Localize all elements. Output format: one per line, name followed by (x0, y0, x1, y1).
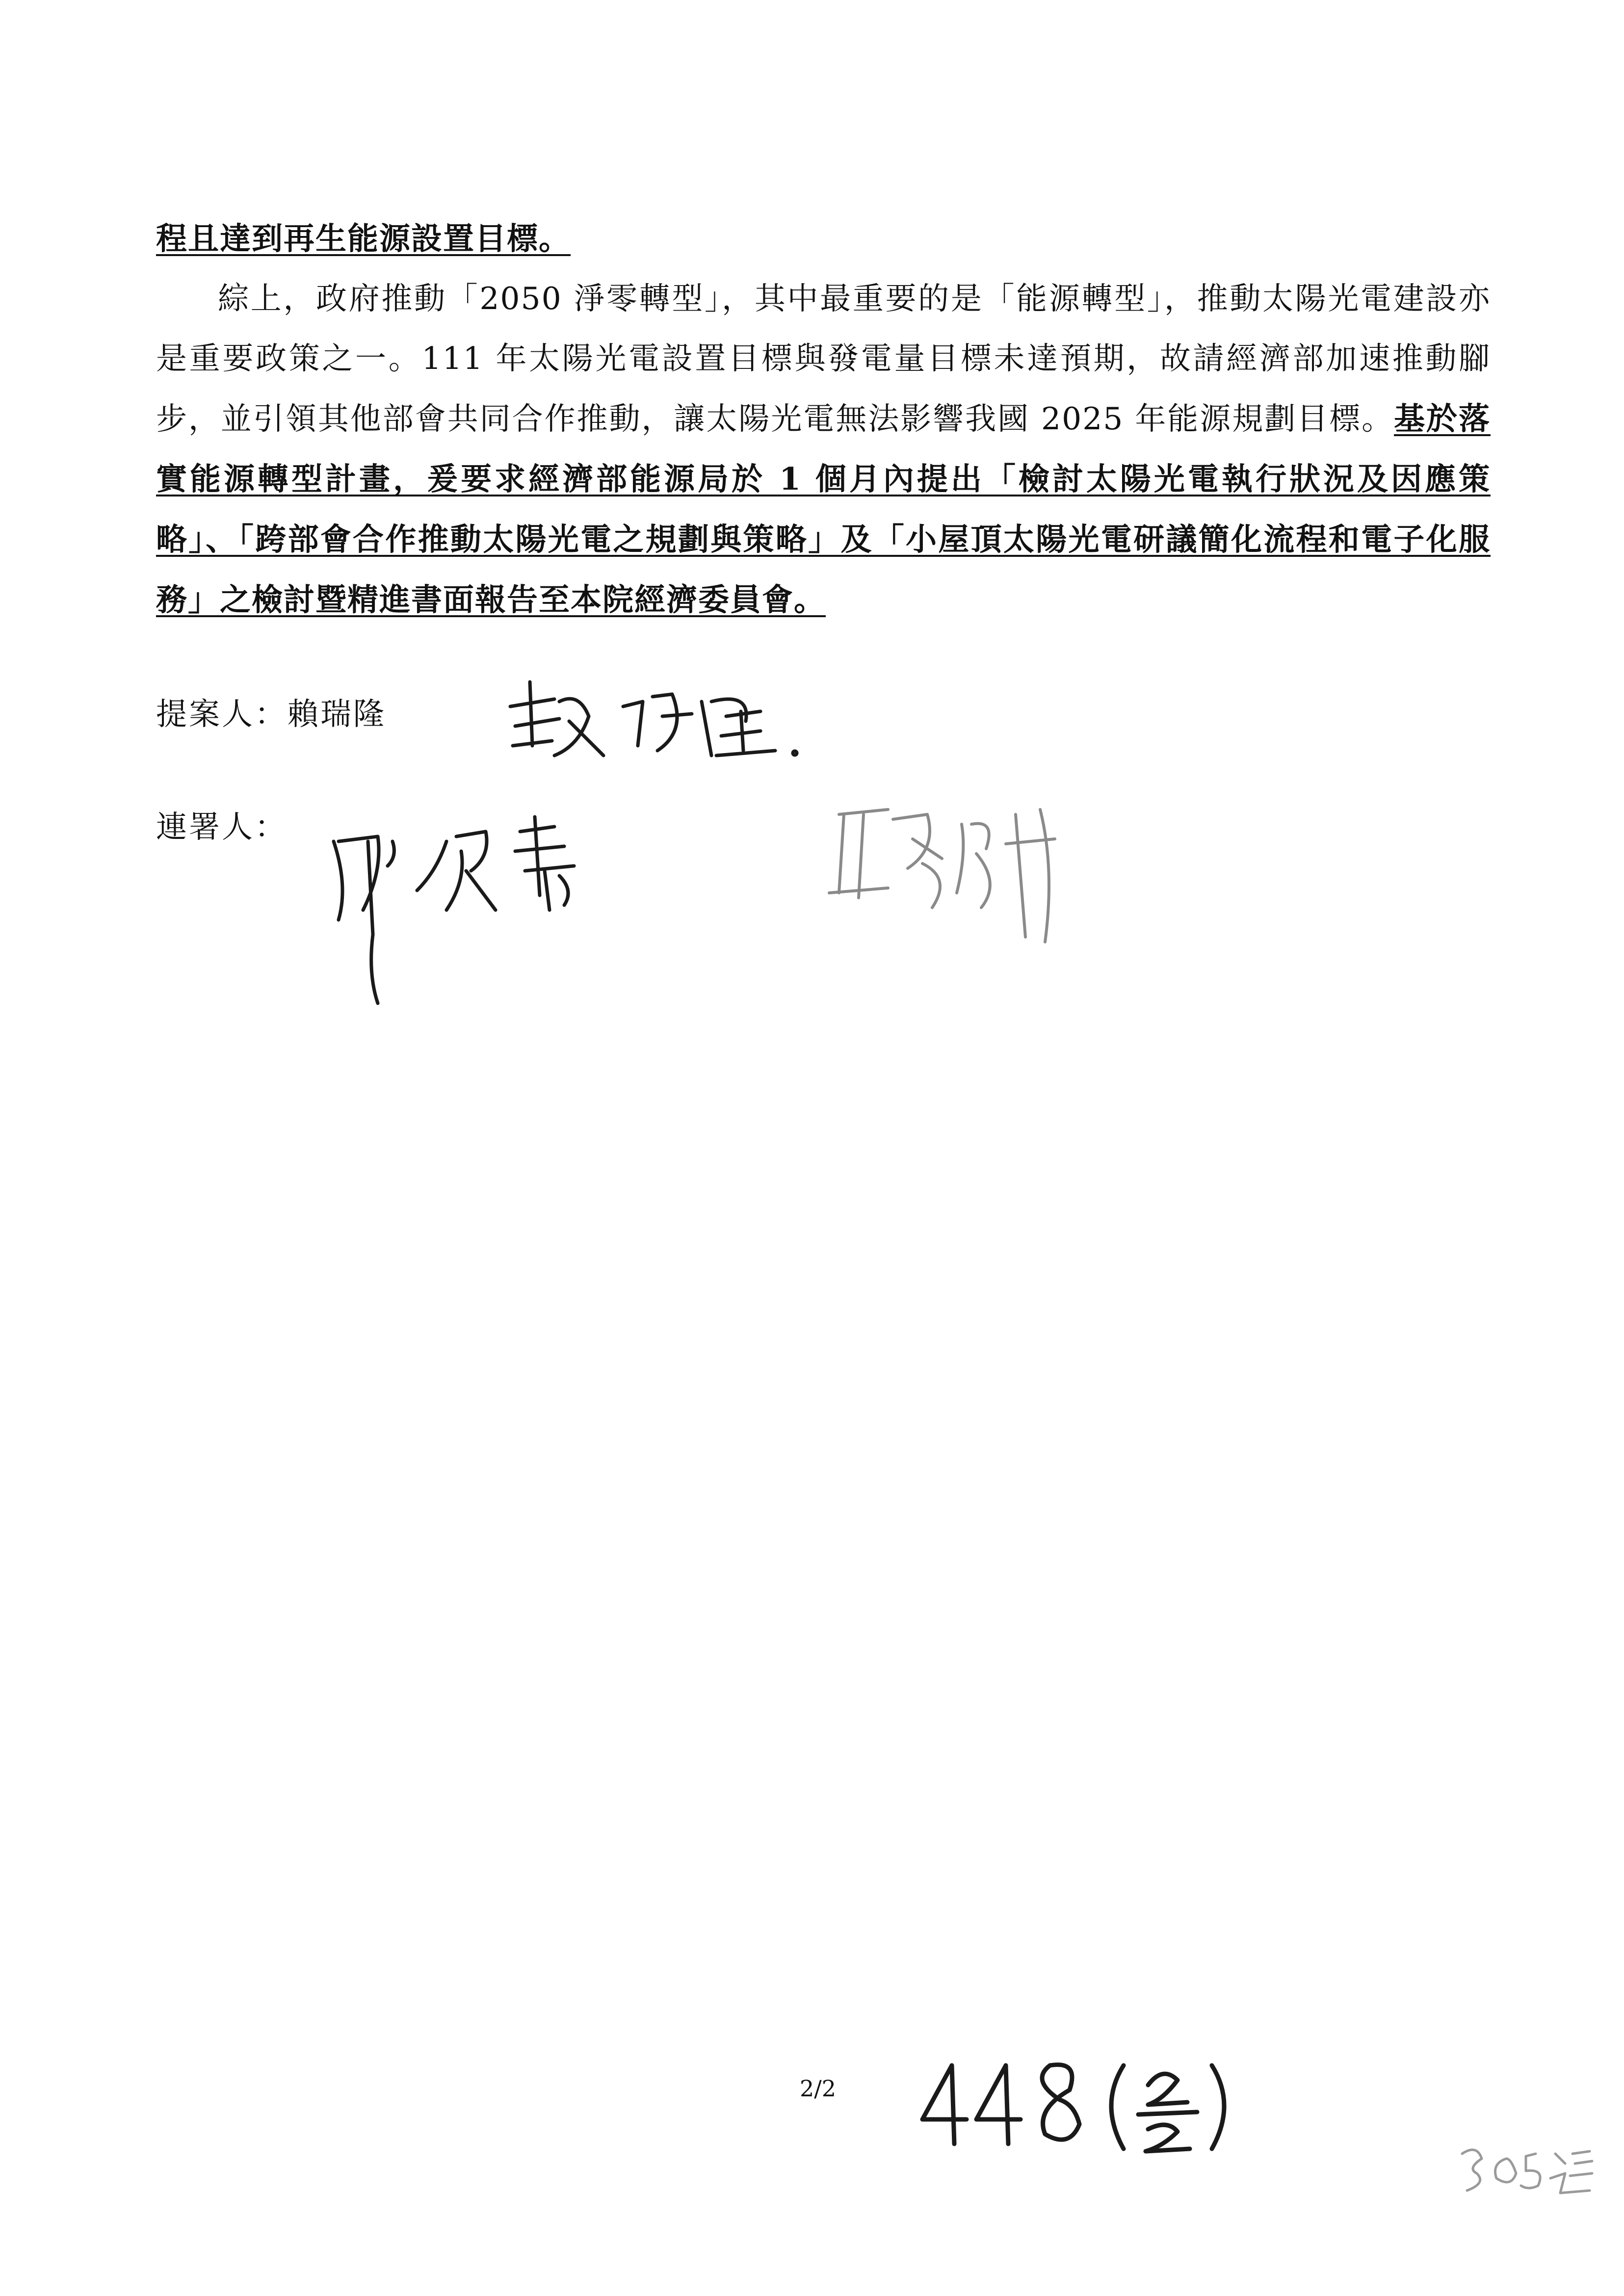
opening-line: 程且達到再生能源設置目標。 (156, 220, 571, 257)
summary-normal-text: 綜上，政府推動「2050 淨零轉型」，其中最重要的是「能源轉型」，推動太陽光電建設亦是重要政策之一。111 年太陽光電設置目標與發電量目標未達預期，故請經濟部加速推動腳步，並引領其他部會共同合作推動，讓太陽光電無法影響我國 2025 年能源規劃目標。 (156, 281, 1491, 437)
cosigner-signature-1 (319, 812, 623, 1018)
cosigner-signature-2 (810, 795, 1084, 957)
page-number: 2/2 (800, 2075, 837, 2102)
summary-bold-request: 基於落實能源轉型計畫，爰要求經濟部能源局於 1 個月內提出「檢討太陽光電執行狀況及因應策略」、「跨部會合作推動太陽光電之規劃與策略」及「小屋頂太陽光電研議簡化流程和電子化服務」之檢討暨精進書面報告至本院經濟委員會。 (156, 400, 1491, 618)
handwritten-number (913, 2051, 1246, 2161)
corner-stamp (1452, 2134, 1599, 2205)
summary-paragraph (156, 269, 1491, 630)
document-body (156, 209, 1491, 630)
proposer-signature (496, 672, 839, 770)
proposer-label: 提案人：賴瑞隆 (156, 696, 386, 732)
cosigner-label: 連署人： (156, 809, 288, 845)
